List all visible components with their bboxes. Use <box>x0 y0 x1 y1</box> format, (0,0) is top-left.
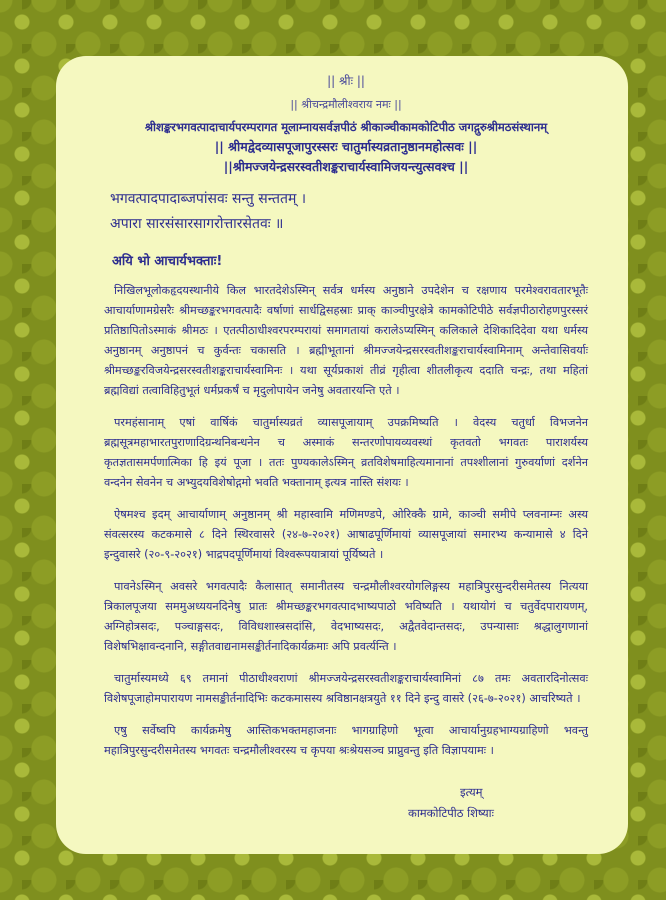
invocation-verse <box>110 189 588 233</box>
peetham-lineage-title: श्रीशङ्करभगवत्पादाचार्यपरम्परागत मूलाम्नायसर्वज्ञपीठं श्रीकाञ्चीकामकोटिपीठ जगद्गुरुश्रीमठसंस्थानम् <box>144 120 548 134</box>
closing-block <box>104 785 588 821</box>
paragraph-3: ऐषमश्च इदम् आचार्याणाम् अनुष्ठानम् श्री महास्वामि मणिमण्डपे, ओरिक्कै ग्रामे, काञ्ची समीपे प्लवनाम्नः अस्य संवत्सरस्य कटकमासे ८ दिने स्थिरवासरे (२४-७-२०२१) आषाढपूर्णिमायां व्यासपूजायां समारभ्य कन्यामासे ४ दिने इन्दुवासरे (२०-९-२०२१) भाद्रपदपूर्णिमायां विश्वरूपयात्रायां पूर्यिष्यते । <box>104 508 588 561</box>
paragraph-6: एषु सर्वेष्वपि कार्यक्रमेषु आस्तिकभक्तमहाजनाः भागग्राहिणो भूत्वा आचार्यानुग्रहभाग्यग्राहिणो भवन्तु महात्रिपुरसुन्दरीसमेतस्य भगवतः चन्द्रमौलीश्वरस्य च कृपया श्रःश्रेयसञ्च प्राप्नुवन्तु इति विज्ञापयामः । <box>104 724 588 757</box>
event-title: || श्रीमद्वेदव्यासपूजापुरस्सरः चातुर्मास्यव्रतानुष्ठानमहोत्सवः || <box>214 139 478 154</box>
invitation-card <box>56 56 628 854</box>
paragraph-4: पावनेऽस्मिन् अवसरे भगवत्पादैः कैलासात् समानीतस्य चन्द्रमौलीश्वरयोगलिङ्गस्य महात्रिपुरसुन्दरीसमेतस्य नित्यया त्रिकालपूजया सममुअध्ययनदिनेषु प्रातः श्रीमच्छङ्करभगवत्पादभाष्यपाठो भविष्यति । यथायोगं च चतुर्वेदपारायणम्, अग्निहोत्रसदः, पञ्चाङ्गसदः, विविधशास्त्रसदांसि, वेदभाष्यसदः, अद्वैतवेदान्तसदः, उपन्यासाः श्रद्धालुगणानां विशेषभिक्षावन्दनानि, सङ्गीतवाद्यनामसङ्कीर्तनादिकार्यक्रमाः अपि प्रवर्त्यन्ति । <box>104 580 588 653</box>
verse-line-1: भगवत्पादपादाब्जपांसवः सन्तु सन्ततम् । <box>110 191 307 207</box>
verse-line-2: अपारा सारसंसारसागरोत्तारसेतवः ॥ <box>110 216 284 232</box>
closing-itiyam: इत्यम् <box>460 785 483 799</box>
salutation: अयि भो आचार्यभक्ताः! <box>112 254 223 269</box>
paragraph-5: चातुर्मास्यमध्ये ६९ तमानां पीठाधीश्वराणां श्रीमज्जयेन्द्रसरस्वतीशङ्कराचार्यस्वामिनां ८७ तमः अवतारदिनोत्सवः विशेषपूजाहोमपारायण नामसङ्कीर्तनादिभिः कटकमासस्य श्रविष्ठानक्षत्रयुते ११ दिने इन्दु वासरे (२६-७-२०२१) आचरिष्यते । <box>104 672 588 705</box>
occasion-title: ||श्रीमज्जयेन्द्रसरस्वतीशङ्कराचार्यस्वामिजयन्त्युत्सवश्च || <box>223 159 469 174</box>
signature: कामकोटिपीठ शिष्याः <box>408 806 494 820</box>
paragraph-2: परमहंसानाम् एषां वार्षिकं चातुर्मास्यव्रतं व्यासपूजायाम् उपक्रमिष्यति । वेदस्य चतुर्धा विभजनेन ब्रह्मसूत्रमहाभारतपुराणादिग्रन्थनिबन्धनेन च अस्माकं सन्तरणोपायव्यवस्थां कृतवतो भगवतः पाराशर्यस्य कृतज्ञतासमर्पणात्मिका हि इयं पूजा । ततः पुण्यकालेऽस्मिन् व्रतविशेषमाहित्यमानानां तपश्शीलानां गुरुवर्याणां दर्शनेन वन्दनेन सेवनेन च अभ्युदयविशेषोद्गमो भवति भक्तानाम् इत्यत्र नास्ति संशयः । <box>104 416 588 489</box>
shri-invocation: || श्रीः || <box>327 74 365 88</box>
paragraph-1: निखिलभूलोकहृदयस्थानीये किल भारतदेशेऽस्मिन् सर्वत्र धर्मस्य अनुष्ठाने उपदेशेन च रक्षणाय परमेश्वरावतारभूतैः आचार्याणामग्रेसरैः श्रीमच्छङ्करभगवत्पादैः वर्षाणां सार्धद्विसहस्राः प्राक् काञ्चीपुरक्षेत्रे कामकोटिपीठे सर्वज्ञपीठारोहणपुरस्सरं प्रतिष्ठापितोऽस्माकं श्रीमठः । एतत्पीठाधीश्वरपरम्परायां समागतायां करालेऽप्यस्मिन् कलिकाले देशिकादिदेवा यथा धर्मस्य अनुष्ठानम् अनुष्ठापनं च कुर्वन्तः चकासति । ब्रह्मीभूतानां श्रीमज्जयेन्द्रसरस्वतीशङ्कराचार्यस्वामिनाम् अन्तेवासिवर्याः श्रीमच्छङ्करविजयेन्द्रसरस्वतीशङ्कराचार्यस्वामिनः । यथा सूर्यप्रकाशं तीव्रं गृहीत्वा शीतलीकृत्य ददाति चन्द्रः, तथा महितां ब्रह्मविद्यां तत्वाविहितुभूतं धर्मप्रकर्षं च मृदुलोपायेन जनेषु अवतारयन्ति एते । <box>104 284 588 397</box>
deity-invocation: || श्रीचन्द्रमौलीश्वराय नमः || <box>290 98 402 111</box>
